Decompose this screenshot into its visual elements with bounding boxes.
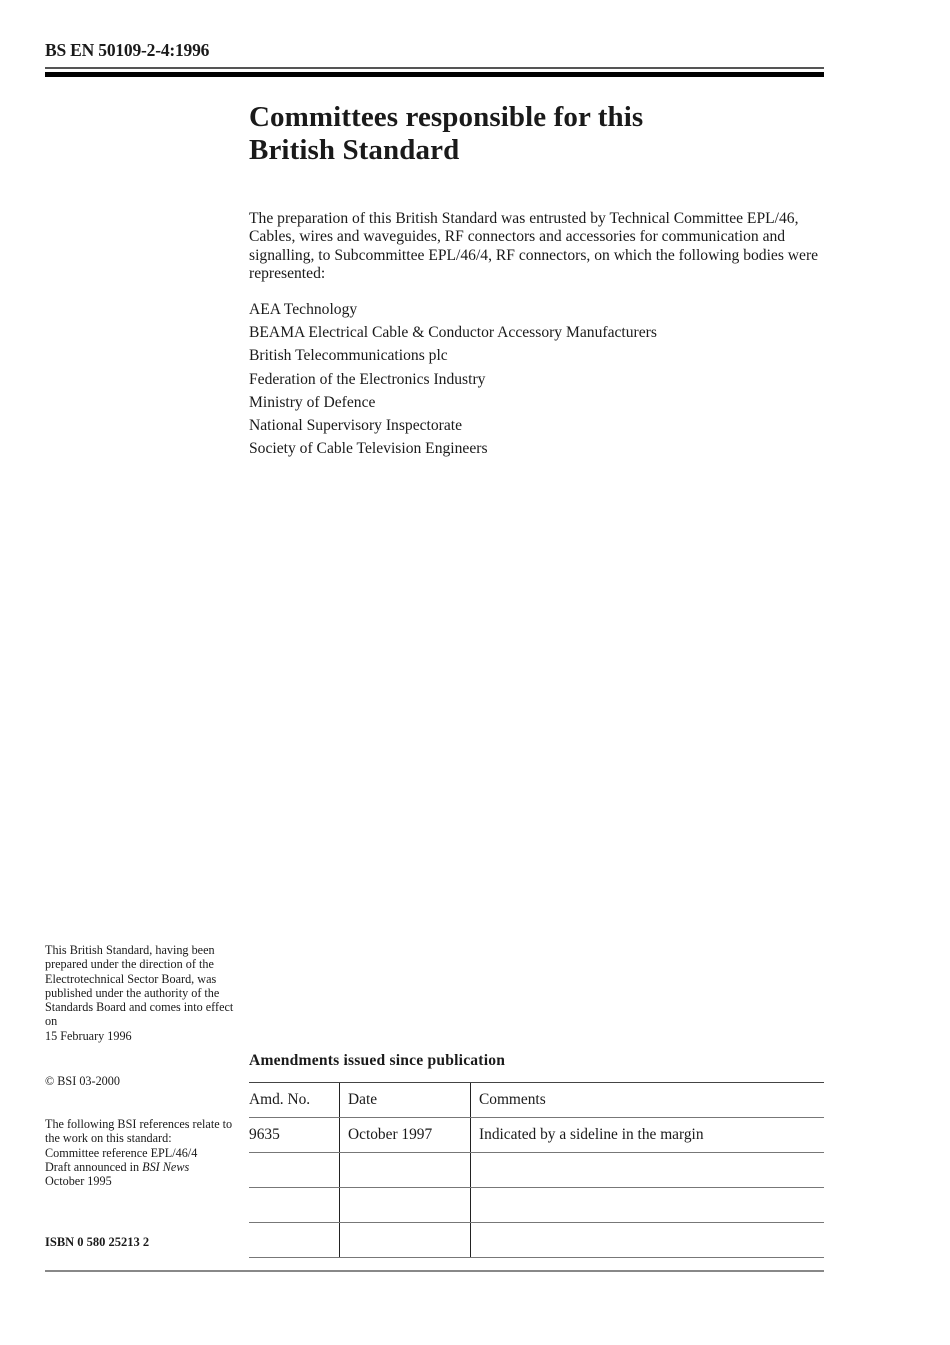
publication-note — [45, 943, 240, 1043]
amendments-table — [249, 1082, 824, 1258]
cell-date: October 1997 — [340, 1118, 471, 1153]
isbn: ISBN 0 580 25213 2 — [45, 1235, 150, 1249]
title-line-2: British Standard — [249, 134, 460, 166]
list-item: Ministry of Defence — [249, 393, 376, 411]
cell-date — [340, 1188, 471, 1223]
bsi-references — [45, 1117, 240, 1188]
draft-date: October 1995 — [45, 1174, 112, 1189]
cell-comments — [471, 1188, 825, 1223]
document-id: BS EN 50109-2-4:1996 — [45, 40, 210, 60]
publication-note-text: This British Standard, having been prepared under the direction of the Electrotechnical Sector Board, was published under the authority of the Standards Board and comes into effect on — [45, 943, 234, 1029]
cell-comments — [471, 1153, 825, 1188]
page-title — [249, 101, 829, 167]
committee-reference: Committee reference EPL/46/4 — [45, 1145, 198, 1160]
column-header-date: Date — [340, 1083, 471, 1118]
cell-amd-no: 9635 — [249, 1118, 340, 1153]
cell-comments — [471, 1223, 825, 1258]
cell-comments: Indicated by a sideline in the margin — [471, 1118, 825, 1153]
table-header-row — [249, 1083, 824, 1118]
footer-rule — [45, 1270, 824, 1272]
draft-prefix: Draft announced in — [45, 1159, 143, 1174]
header-rule-thin — [45, 67, 824, 69]
amendments-title: Amendments issued since publication — [249, 1052, 506, 1069]
cell-amd-no — [249, 1153, 340, 1188]
table-row — [249, 1118, 824, 1153]
references-intro: The following BSI references relate to the work on this standard: — [45, 1117, 233, 1146]
list-item: Society of Cable Television Engineers — [249, 440, 488, 458]
list-item: British Telecommunications plc — [249, 347, 448, 365]
cell-date — [340, 1223, 471, 1258]
represented-bodies-list — [249, 298, 829, 460]
cell-amd-no — [249, 1188, 340, 1223]
list-item: BEAMA Electrical Cable & Conductor Accessory Manufacturers — [249, 324, 657, 342]
draft-publication: BSI News — [142, 1159, 190, 1174]
table-row — [249, 1223, 824, 1258]
intro-paragraph: The preparation of this British Standard was entrusted by Technical Committee EPL/46, Cables, wires and waveguides, RF connectors and accessories for communication and signalling, to Subcommittee EPL/46/4, RF connectors, on which the following bodies were represented: — [249, 210, 819, 283]
column-header-amd-no: Amd. No. — [249, 1083, 340, 1118]
title-line-1: Committees responsible for this — [249, 101, 644, 133]
cell-date — [340, 1153, 471, 1188]
list-item: Federation of the Electronics Industry — [249, 370, 486, 388]
copyright: © BSI 03-2000 — [45, 1074, 120, 1088]
list-item: AEA Technology — [249, 301, 358, 318]
effective-date: 15 February 1996 — [45, 1028, 132, 1043]
table-row — [249, 1153, 824, 1188]
table-row — [249, 1188, 824, 1223]
header-rule-thick — [45, 72, 824, 77]
column-header-comments: Comments — [471, 1083, 825, 1118]
list-item: National Supervisory Inspectorate — [249, 416, 463, 434]
cell-amd-no — [249, 1223, 340, 1258]
